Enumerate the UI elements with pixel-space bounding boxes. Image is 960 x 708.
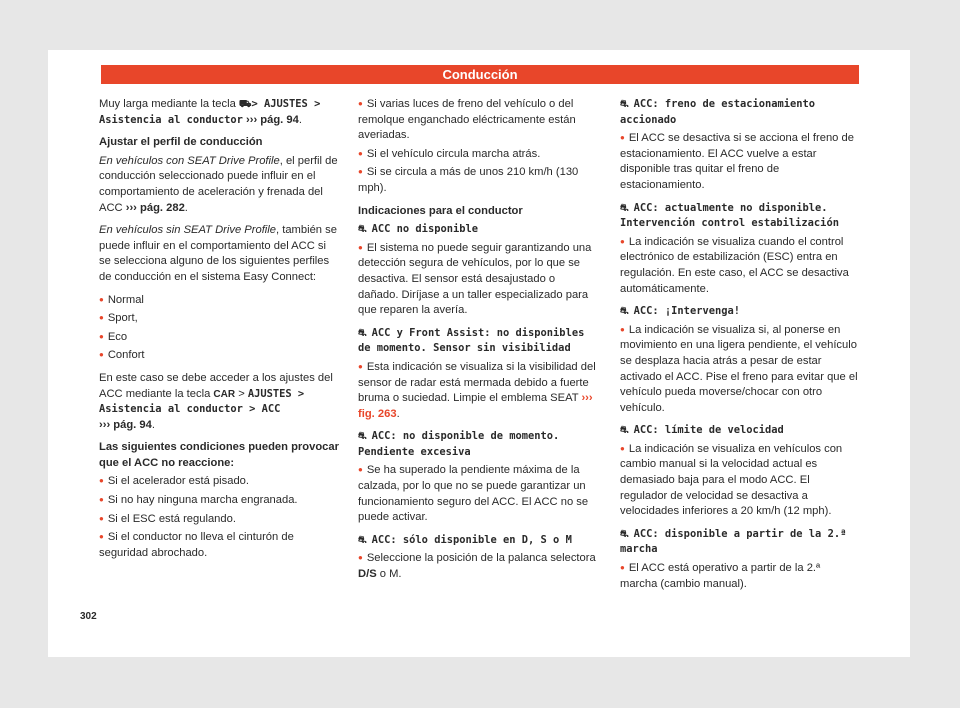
message-title: ⛐ ACC: ¡Intervenga! [620, 305, 740, 318]
acc-warning-icon: ⛐ [358, 224, 367, 236]
message-text: ● La indicación se visualiza en vehículos con cambio manual si la velocidad actual es demasiado baja para el modo ACC. El regulador de velocidad se desactiva a velocidades inferiores a 20 km/h (12 mph). [620, 442, 860, 520]
section-header: Conducción [101, 65, 859, 84]
list-item: ● Normal [99, 293, 339, 309]
paragraph-no-drive-profile: En vehículos sin SEAT Drive Profile, también se puede influir en el comportamiento del ACC si se selecciona alguno de los siguientes perfiles de conducción en el sistema Easy Connect: [99, 224, 337, 283]
paragraph-acc-settings: En este caso se debe acceder a los ajustes del ACC mediante la tecla CAR > AJUSTES > Asistencia al conductor > ACC ››› pág. 94. [99, 371, 333, 431]
heading-driver-indications: Indicaciones para el conductor [358, 204, 523, 217]
conditions-list-continued [358, 97, 598, 197]
car-button-label: CAR [213, 388, 236, 400]
list-item: ● Si se circula a más de unos 210 km/h (130 mph). [358, 165, 598, 196]
list-item: ● Sport, [99, 311, 339, 327]
message-title: ⛐ ACC: disponible a partir de la 2.ª marcha [620, 527, 847, 556]
list-item: ● Si no hay ninguna marcha engranada. [99, 493, 339, 509]
message-title: ⛐ ACC y Front Assist: no disponibles de momento. Sensor sin visibilidad [358, 326, 585, 355]
mode-list [99, 293, 339, 364]
list-item: ● Si el vehículo circula marcha atrás. [358, 147, 598, 163]
message-text: ● Se ha superado la pendiente máxima de la calzada, por lo que no se puede garantizar un funcionamiento seguro del ACC. El ACC no se puede activar. [358, 463, 598, 525]
message-text: ● La indicación se visualiza si, al ponerse en movimiento en una ligera pendiente, el vehículo se desplaza hacia atrás a pesar de estar activado el ACC. Pise el freno para evitar que el vehículo pueda moverse/chocar con otro vehículo. [620, 323, 860, 417]
acc-warning-icon: ⛐ [620, 202, 629, 214]
list-item: ● Si el conductor no lleva el cinturón de seguridad abrochado. [99, 530, 339, 561]
message-text: ● Esta indicación se visualiza si la visibilidad del sensor de radar está mermada debido a fuerte bruma o suciedad. Limpie el emblema SEAT ››› fig. 263. [358, 360, 598, 422]
conditions-list [99, 474, 339, 561]
message-text: ● El sistema no puede seguir garantizando una detección segura de vehículos, por lo que se desactiva. El sensor está desajustado o dañado. Diríjase a un taller especializado para que reparen la avería. [358, 241, 598, 319]
acc-warning-icon: ⛐ [620, 425, 629, 437]
page-number: 302 [80, 611, 97, 622]
figure-reference-link[interactable]: ››› fig. 263 [358, 392, 593, 420]
list-item: ● Confort [99, 348, 339, 364]
message-title: ⛐ ACC: sólo disponible en D, S o M [358, 533, 572, 546]
message-title: ⛐ ACC: actualmente no disponible. Intervención control estabilización [620, 201, 839, 230]
message-text: ● El ACC está operativo a partir de la 2.ª marcha (cambio manual). [620, 561, 860, 592]
page-reference-link[interactable]: ››› pág. 94 [242, 113, 299, 126]
message-title: ⛐ ACC: freno de estacionamiento accionado [620, 98, 816, 126]
list-item: ● Si el ESC está regulando. [99, 512, 339, 528]
acc-warning-icon: ⛐ [620, 306, 629, 318]
column-left [99, 97, 339, 561]
page-reference-link[interactable]: ››› pág. 282 [125, 201, 185, 214]
acc-warning-icon: ⛐ [358, 431, 367, 443]
column-right [620, 97, 860, 599]
message-title: ⛐ ACC no disponible [358, 223, 478, 236]
acc-warning-icon: ⛐ [358, 534, 367, 546]
menu-car-icon: ⛟ [238, 99, 252, 110]
message-text: ● La indicación se visualiza cuando el control electrónico de estabilización (ESC) entra en regulación. En este caso, el ACC se desactiva automáticamente. [620, 235, 860, 297]
list-item: ● Si varias luces de freno del vehículo o del remolque enganchado eléctricamente están averiadas. [358, 97, 598, 144]
manual-page [48, 50, 910, 657]
message-title: ⛐ ACC: no disponible de momento. Pendiente excesiva [358, 430, 560, 458]
paragraph-intro: Muy larga mediante la tecla ⛟> AJUSTES > Asistencia al conductor ››› pág. 94. [99, 98, 321, 126]
column-middle [358, 97, 598, 590]
acc-warning-icon: ⛐ [620, 99, 629, 110]
paragraph-drive-profile: En vehículos con SEAT Drive Profile, el perfil de conducción seleccionado puede influir en el comportamiento de aceleración y frenada del ACC ››› pág. 282. [99, 154, 338, 214]
message-text: ● Seleccione la posición de la palanca selectora D/S o M. [358, 551, 598, 582]
acc-warning-icon: ⛐ [620, 528, 629, 540]
message-text: ● El ACC se desactiva si se acciona el freno de estacionamiento. El ACC vuelve a estar disponible tras quitar el freno de estacionamiento. [620, 131, 860, 193]
acc-warning-icon: ⛐ [358, 327, 367, 339]
heading-conditions: Las siguientes condiciones pueden provocar que el ACC no reaccione: [99, 441, 339, 469]
list-item: ● Eco [99, 330, 339, 346]
list-item: ● Si el acelerador está pisado. [99, 474, 339, 490]
page-reference-link[interactable]: ››› pág. 94 [99, 418, 152, 431]
heading-driving-profile: Ajustar el perfil de conducción [99, 136, 263, 149]
message-title: ⛐ ACC: límite de velocidad [620, 424, 784, 437]
